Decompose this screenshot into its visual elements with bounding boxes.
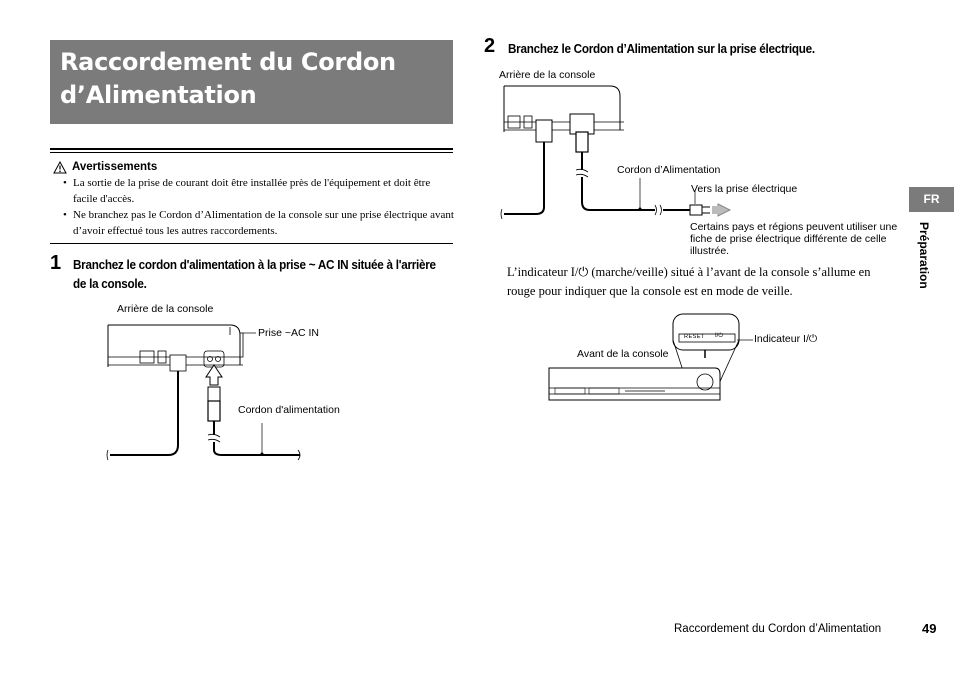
power-label: I/⏻ [715, 333, 724, 339]
section-side-label [917, 222, 935, 302]
step-2-cord-label: Cordon d’Alimentation [617, 164, 721, 176]
reset-label: RESET [684, 334, 705, 340]
front-console-diagram [545, 310, 755, 410]
section-side-text: Préparation [917, 222, 931, 289]
step-1-cord-label: Cordon d'alimentation [238, 404, 340, 416]
step-2-note: Certains pays et régions peuvent utiliser une fiche de prise électrique différente de celle illustrée. [690, 221, 898, 257]
step-2-rear-label: Arrière de la console [499, 69, 596, 81]
step-1-rear-label: Arrière de la console [117, 303, 214, 315]
language-tab: FR [909, 187, 954, 212]
warning-icon [53, 161, 67, 174]
warning-item: • La sortie de la prise de courant doit être installée près de l'équipement et doit être facile d'accès. [63, 176, 455, 207]
warning-item: • Ne branchez pas le Cordon d’Alimentation de la console sur une prise électrique avant d’avoir effectué tous les autres raccordements. [63, 208, 455, 239]
step-2-diagram [500, 82, 750, 222]
step-1-socket-label: Prise ~AC IN [258, 327, 319, 339]
footer-title: Raccordement du Cordon d’Alimentation [674, 623, 882, 635]
step-1-instruction: Branchez le cordon d'alimentation à la prise ~ AC IN située à l'arrière de la console. [73, 257, 436, 291]
page-title: Raccordement du Cordon d’Alimentation [60, 48, 396, 109]
warnings-list [63, 176, 455, 240]
page-number: 49 [922, 621, 937, 636]
divider-top [50, 148, 453, 150]
step-2-indicator-label: Indicateur I/⏻ [754, 333, 818, 345]
warnings-heading: Avertissements [72, 161, 158, 173]
step-1-diagram [100, 315, 310, 465]
divider-bottom [50, 243, 453, 244]
step-2-number: 2 [484, 35, 496, 57]
step-2-front-label: Avant de la console [577, 348, 669, 360]
step-2-instruction: Branchez le Cordon d’Alimentation sur la prise électrique. [508, 41, 815, 56]
divider-top-thin [50, 152, 453, 153]
step-2-outlet-label: Vers la prise électrique [691, 183, 798, 195]
step-1-number: 1 [50, 252, 62, 274]
indicator-description: L’indicateur I/⏻ (marche/veille) situé à l’avant de la console s’allume en rouge pour indiquer que la console est en mode de veille. [507, 265, 871, 298]
